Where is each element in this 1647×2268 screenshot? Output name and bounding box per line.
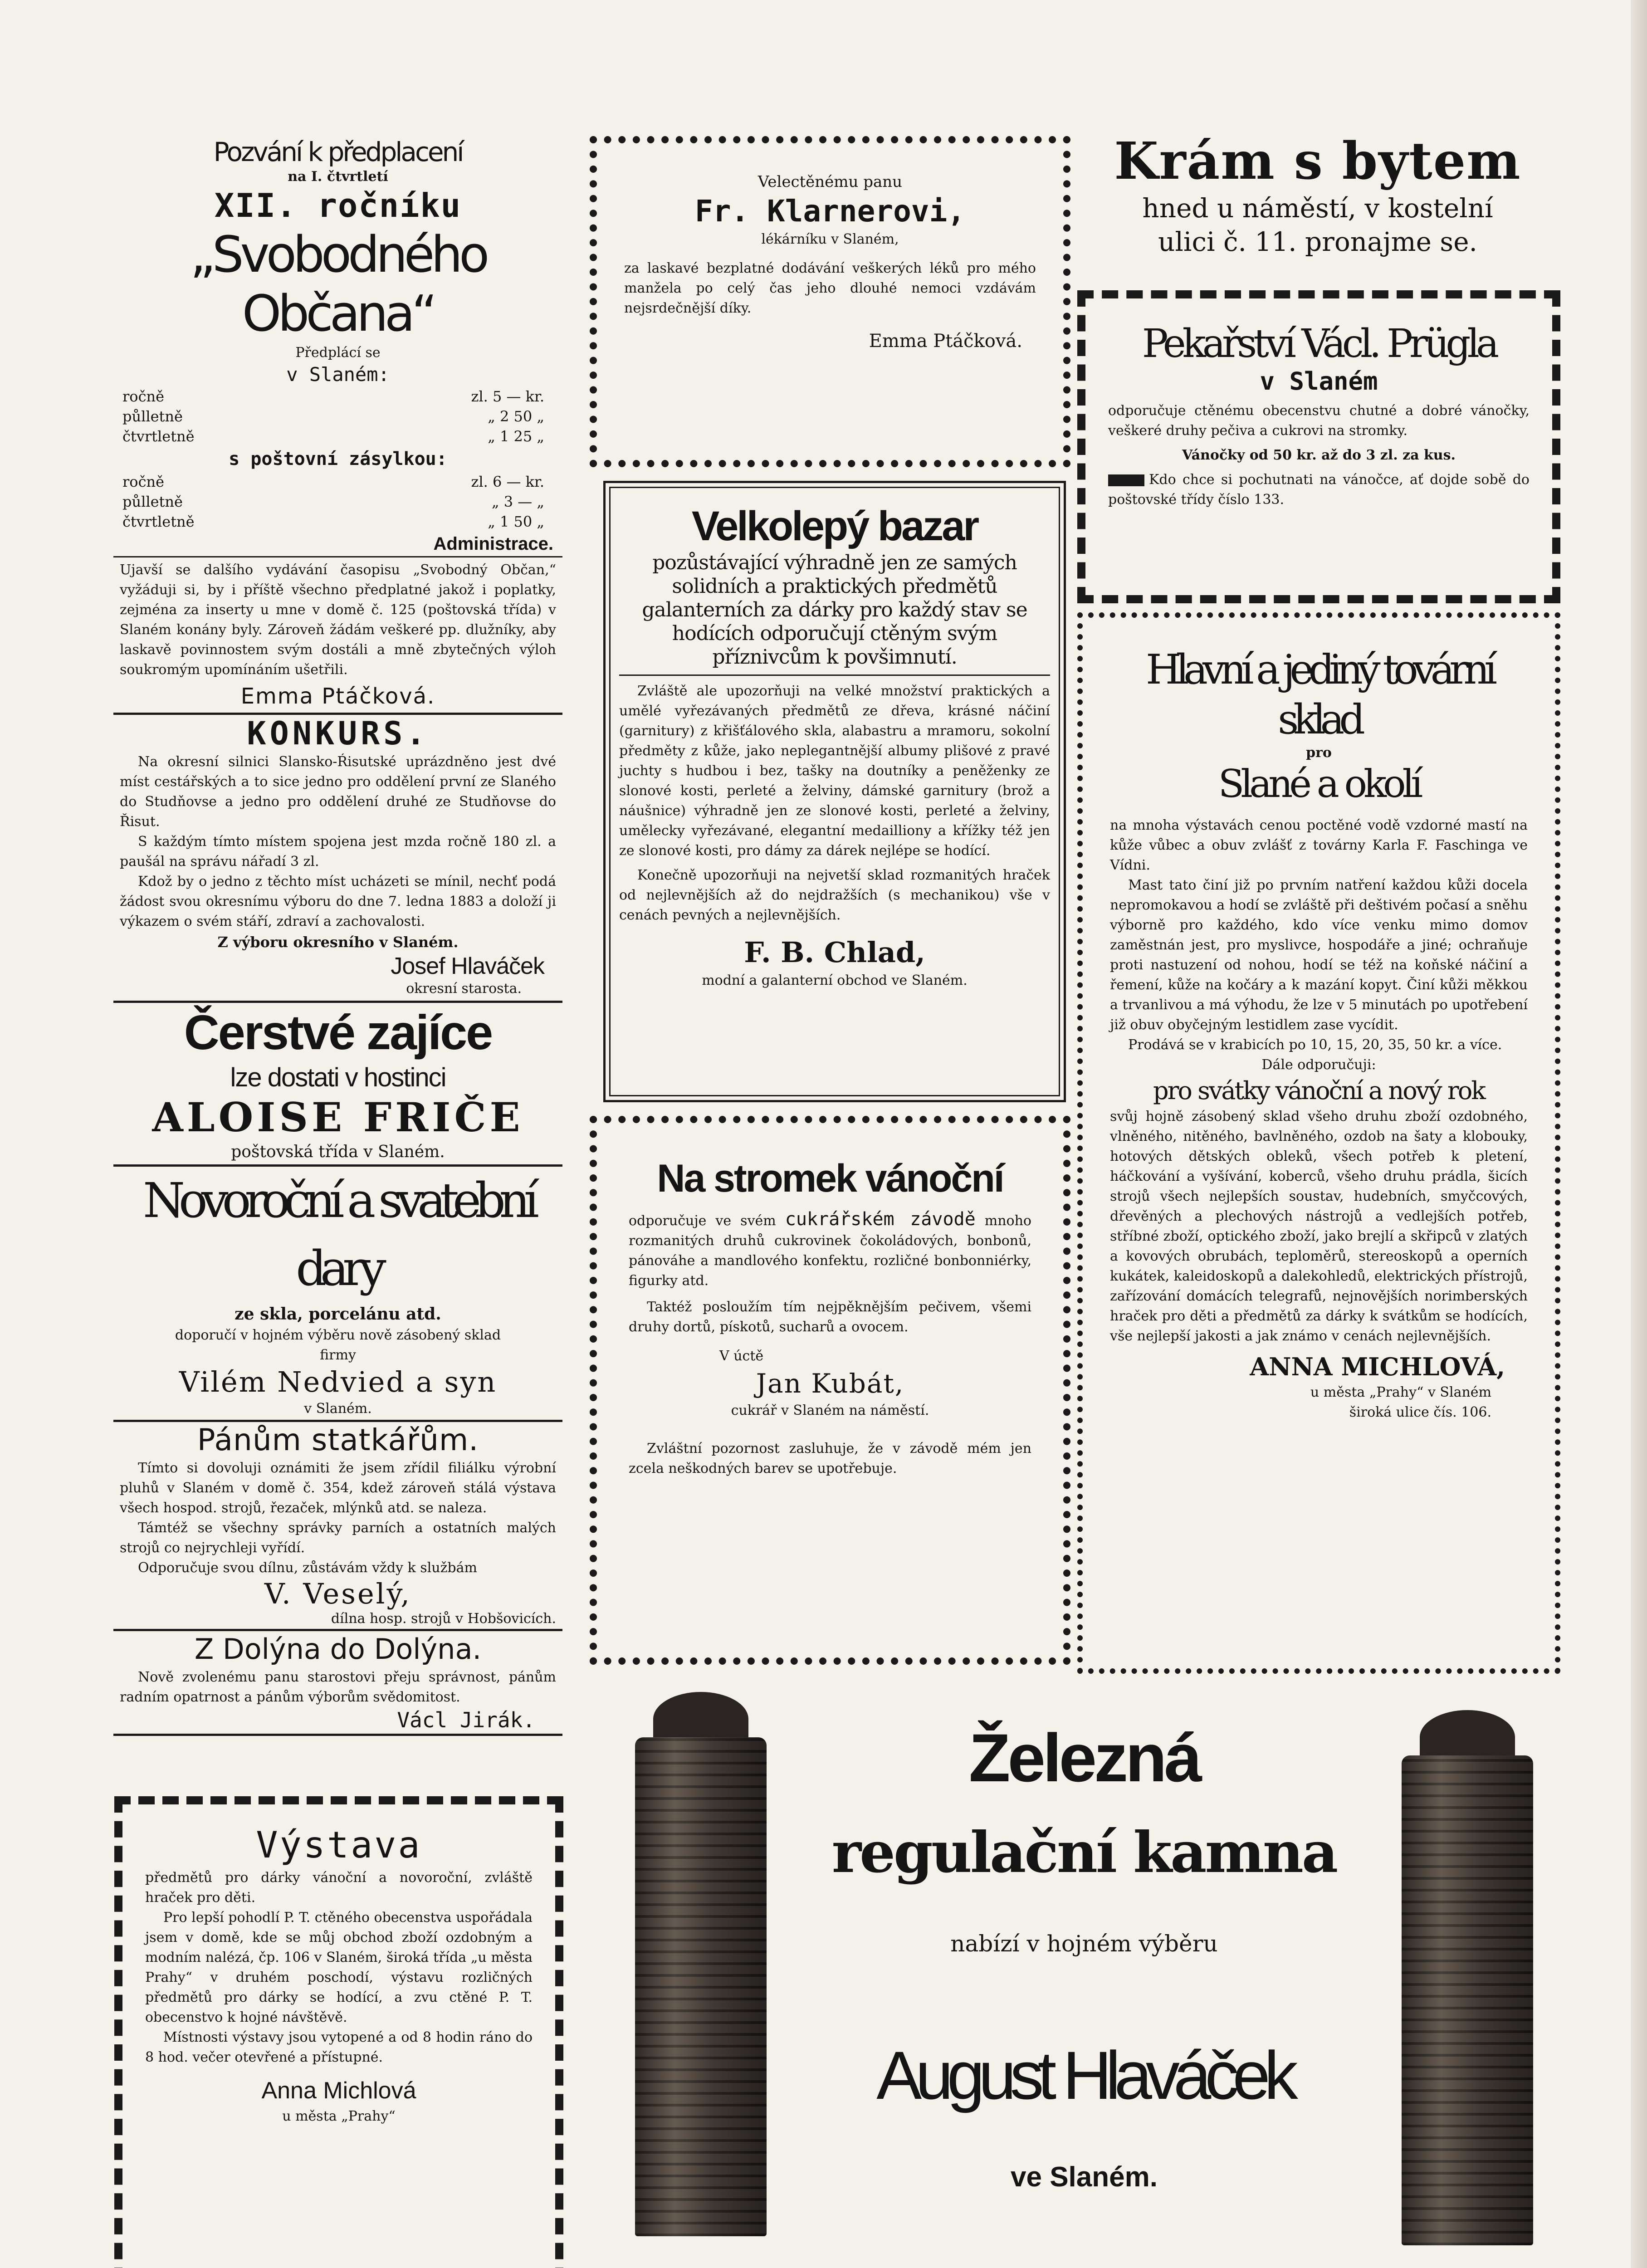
bakery-prices: Vánočky od 50 kr. až do 3 zl. za kus. xyxy=(1182,447,1456,463)
volume-title: XII. ročníku xyxy=(214,186,462,225)
price-row: čtvrtletně „ 1 50 „ xyxy=(122,513,544,530)
bazar-lead: pozůstávající výhradně jen ze samých solidních a praktických předmětů galanterních za dárky pro každý stav se hodících odporučují ctěným svým příznivcům k povšimnutí. xyxy=(642,551,1027,669)
admin-notice: Ujavší se dalšího vydávání časopisu „Svobodný Občan,“ vyžáduji si, by i příště všechno předplatné jakož i poplatky, zejména za inserty u mne v domě č. 125 (poštovská třída) v Slaném konány byly. Zároveň žádám veškeré pp. dlužníky, aby laskavě povinnostem svým dostáli a mně zbytečných výloh soukromým upomínáním ušetřili. xyxy=(120,562,556,678)
column-3 xyxy=(1080,132,1556,259)
bakery-note: Kdo chce si pochutnati na vánočce, ať dojde sobě do poštovské třídy číslo 133. xyxy=(1108,472,1530,508)
tree-role: cukrář v Slaném na náměstí. xyxy=(731,1403,929,1418)
dolyna-name: Václ Jirák. xyxy=(397,1708,535,1732)
dolyna-title: Z Dolýna do Dolýna. xyxy=(194,1633,482,1666)
store-sub: pro svátky vánoční a nový rok xyxy=(1153,1076,1485,1105)
bakery-box xyxy=(1077,290,1560,603)
thanks-role: lékárníku v Slaném, xyxy=(761,231,899,247)
price-row: půlletně „ 3 — „ xyxy=(122,493,544,510)
thanks-text: za laskavé bezplatné dodávání veškerých léků pro mého manžela po celý čas jeho dlouhé nemoci vzdávám nejsrdečnější díky. xyxy=(624,260,1036,316)
farmers-title: Pánům statkářům. xyxy=(197,1422,479,1457)
hares-title: Čerstvé zajíce xyxy=(184,1005,492,1060)
konkurs-text: Na okresní silnici Slansko-Ŕisutské uprázdněno jest dvé míst cestářských a to sice jedno pro oddělení první ze Slaného do Studňovse a jedno pro oddělení druhé ze Studňovse do Řisut. xyxy=(120,754,556,830)
hand-pointer-icon xyxy=(1108,474,1144,486)
bakery-place: v Slaném xyxy=(1260,367,1378,396)
signature: Emma Ptáčková. xyxy=(240,684,435,709)
thanks-name: Fr. Klarnerovi, xyxy=(694,194,966,229)
price-row: ročně zl. 6 — kr. xyxy=(122,473,544,490)
vystava-text: Pro lepší pohodlí P. T. ctěného obecenstva uspořádala jsem v domě, kde se můj obchod zboží ozdobným a modním nalézá, čp. 106 v Slaném, široká třída „u města Prahy“ v druhém poschodí, výstavu rozličných předmětů pro dárky se hodící, a zvu ctěné P. T. obecenstvo k hojné návštěvě. xyxy=(145,1910,533,2025)
shop-line: ulici č. 11. pronajme se. xyxy=(1158,226,1477,257)
store-text: Dále odporučuji: xyxy=(1261,1057,1376,1073)
store-text: Prodává se v krabicích po 10, 15, 20, 35, 50 kr. a více. xyxy=(1128,1037,1502,1053)
post-label: s poštovní zásylkou: xyxy=(229,449,447,469)
paper-title: „Svobodného Občana“ xyxy=(190,225,486,342)
bakery-text: odporučuje ctěnému obecenstvu chutné a dobré vánočky, veškeré druhy pečiva a cukrovi na stromky. xyxy=(1108,403,1530,439)
page-edge xyxy=(1631,0,1647,2268)
store-box xyxy=(1077,612,1560,1674)
farmers-role: dílna hosp. strojů v Hobšovicích. xyxy=(331,1611,556,1627)
farmers-text: Odporučuje svou dílnu, zůstávám vždy k službám xyxy=(138,1560,477,1576)
konkurs-role: okresní starosta. xyxy=(406,981,522,997)
subscription-notice xyxy=(113,136,562,710)
prepay-label: Předplácí se xyxy=(295,345,381,361)
hares-ad xyxy=(113,1003,562,1163)
stoves-line: nabízí v hojném výběru xyxy=(950,1931,1218,1957)
thanks-signature: Emma Ptáčková. xyxy=(869,331,1022,352)
bazar-text: Zvláště ale upozorňuji na velké množství praktických a umělé vyřezávaných předmětů ze dřeva, krásné náčiní (garnitury) z křišťálového skla, alabastru a mramoru, sokolní předměty z kůže, jako neplegantnější albumy plišové z pravé juchty s hudbou i bez, tašky na doutníky a peněženky ze slonové kosti, perleté a želviny, dámské garnitury (brož a náušnice) výhradně jen ze slonové kosti, perleté a želviny, umělecky vyřezávané, elegantní medailliony a křížky též jen ze slonové kosti, pro dámy za dárek nejlépe se hodící. xyxy=(619,683,1050,859)
vystava-box xyxy=(114,1796,563,2268)
vystava-place: u města „Prahy“ xyxy=(282,2108,396,2124)
farmers-name: V. Veselý, xyxy=(264,1577,411,1610)
tree-text: Zvláštní pozornost zasluhuje, že v závodě mém jen zcela neškodných barev se upotřebuje. xyxy=(629,1441,1031,1476)
dolyna-text: Nově zvolenému panu starostovi přeju správnost, pánům radním opatrnost a pánům výborům svědomitost. xyxy=(120,1669,556,1705)
gifts-place: v Slaném. xyxy=(304,1401,372,1417)
gifts-title: Novoroční a svatební dary xyxy=(143,1173,533,1296)
hares-address: poštovská třída v Slaném. xyxy=(231,1143,445,1161)
stoves-ad xyxy=(603,1683,1560,2259)
store-title: Hlavní a jediný tovární sklad xyxy=(1146,646,1492,743)
farmers-text: Tímto si dovoluji oznámiti že jsem zřídil filiálku výrobní pluhů v Slaném v domě č. 354, kdež zároveň stálá výstava všech hospod. strojů, řezaček, mlýnků atd. se naleza. xyxy=(120,1460,556,1516)
store-name: ANNA MICHLOVÁ, xyxy=(1250,1352,1505,1381)
vystava-name: Anna Michlová xyxy=(261,2077,416,2104)
gifts-ad xyxy=(113,1167,562,1419)
thanks-box xyxy=(590,136,1070,467)
konkurs-notice xyxy=(113,715,562,998)
bazar-title: Velkolepý bazar xyxy=(691,503,978,549)
bazar-text: Konečně upozorňuji na nejvetší sklad rozmanitých hraček od nejlevnějších až do nejdražších (s mechanikou) vše v cenách pevných a nejlevnějších. xyxy=(619,867,1050,923)
gifts-line: doporučí v hojném výběru nově zásobený sklad xyxy=(175,1327,501,1343)
store-pro: pro xyxy=(1306,745,1332,761)
hares-line: lze dostati v hostinci xyxy=(230,1063,446,1092)
konkurs-name: Josef Hlaváček xyxy=(391,953,544,979)
tree-box xyxy=(590,1116,1070,1665)
price-row: ročně zl. 5 — kr. xyxy=(122,388,544,405)
konkurs-from: Z výboru okresního v Slaném. xyxy=(217,934,459,951)
thanks-salute: Velectěnému panu xyxy=(758,173,903,191)
price-row: půlletně „ 2 50 „ xyxy=(122,408,544,425)
vystava-title: Výstava xyxy=(256,1824,422,1866)
tree-title: Na stromek vánoční xyxy=(657,1157,1003,1200)
tree-shop: cukrářském závodě xyxy=(785,1209,976,1230)
hares-name: ALOISE FRIČE xyxy=(152,1094,524,1141)
stoves-name: August Hlaváček xyxy=(876,2037,1292,2113)
konkurs-title: KONKURS. xyxy=(247,715,429,752)
store-area: Slané a okolí xyxy=(1218,762,1420,806)
admin-label: Administrace. xyxy=(433,534,553,554)
place-label: v Slaném: xyxy=(286,363,390,386)
column-1 xyxy=(113,136,562,1736)
store-place: u města „Prahy“ v Slaném xyxy=(1310,1384,1491,1400)
store-text: Mast tato činí již po prvním natření každou kůži docela nepromokavou a hodí se zvláště při deštivém počasí a sněhu výborně pro každého, kdo více venku mimo domov zaměstnán jest, pro myslivce, hospodáře a jiné; ochraňuje proti nastuzení od nohou, hodí se též na koňské náčiní a řemení, kůže na kočáry a k mazání kopyt. Činí kůži měkkou a trvanlivou a má výhodu, že lze v 5 minutách po upotřebení již obuv obyčejným lestidlem zase vycídit. xyxy=(1110,877,1528,1033)
dolyna-ad xyxy=(113,1631,562,1733)
stove-left-image xyxy=(635,1737,767,2236)
stoves-place: ve Slaném. xyxy=(1011,2161,1158,2193)
price-row: čtvrtletně „ 1 25 „ xyxy=(122,428,544,445)
gifts-line: ze skla, porcelánu atd. xyxy=(235,1305,441,1324)
shop-title: Krám s bytem xyxy=(1114,132,1521,191)
bazar-name: F. B. Chlad, xyxy=(744,936,925,969)
tree-name: Jan Kubát, xyxy=(756,1368,904,1399)
shop-line: hned u náměstí, v kostelní xyxy=(1142,193,1493,224)
tree-respect: V úctě xyxy=(719,1348,764,1364)
vystava-text: předmětů pro dárky vánoční a novoroční, zvláště hraček pro děti. xyxy=(145,1870,533,1906)
store-text: na mnoha výstavách cenou poctěné vodě vzdorné mastí na kůže vůbec a obuv zvlášť z továrny Karla F. Faschinga ve Vídni. xyxy=(1110,817,1528,873)
stoves-title: Železná xyxy=(968,1720,1200,1796)
store-text: svůj hojně zásobený sklad všeho druhu zboží ozdobného, vlněného, nitěného, bavlněného, ozdob na šaty a klobouky, hotových dětských obleků, všech potřeb k pletení, háčkování a vyšívání, koberců, všeho druhu prádla, šicích strojů všech nejlepších soustav, hudebních, smyčcových, dřevěných a plechových nástrojů a vedlejších potřeb, stříbné zboží, optického zboží, jako brejlí a skřipců v zlatých a kovových obrubách, teploměrů, stereoskopů a operních kukátek, kaleidoskopů a dalekohledů, elektrických přístrojů, zařízování domácích telegrafů, nejnovějších norimberských hraček pro děti a předmětů za dárky k svátkům se hodících, vše nejlepší jakosti a jak známo v cenách nejlevnějších. xyxy=(1110,1109,1528,1344)
vystava-text: Místnosti výstavy jsou vytopené a od 8 hodin ráno do 8 hod. večer otevřené a přístupné. xyxy=(145,2029,533,2065)
gifts-name: Vilém Nedvied a syn xyxy=(179,1365,497,1398)
konkurs-text: Kdož by o jedno z těchto míst ucházeti se mínil, nechť podá žádost svou okresnímu výboru do dne 7. ledna 1883 a doloží ji výkazem o svém stáří, zdraví a zachovalosti. xyxy=(120,874,556,929)
store-street: široká ulice čís. 106. xyxy=(1349,1404,1491,1420)
bazar-role: modní a galanterní obchod ve Slaném. xyxy=(702,973,968,988)
konkurs-text: S každým tímto místem spojena jest mzda ročně 180 zl. a paušál na správu nářadí 3 zl. xyxy=(120,834,556,870)
subscribe-quarter: na I. čtvrtletí xyxy=(288,169,388,185)
stove-right-image xyxy=(1402,1755,1533,2245)
farmers-ad xyxy=(113,1422,562,1628)
tree-text: odporučuje ve svém cukrářském závodě mnoho rozmanitých druhů cukrovinek čokoládových, bonbonů, pánováhe a mandlového konfektu, rozličné bonbonniérky, figurky atd. xyxy=(629,1209,1031,1289)
farmers-text: Támtéž se všechny správky parních a ostatních malých strojů co nejrychleji vyřídí. xyxy=(120,1520,556,1556)
stoves-subtitle: regulační kamna xyxy=(831,1820,1337,1886)
tree-text: Taktéž posloužím tím nejpěknějším pečivem, všemi druhy dortů, pískotů, sucharů a ovocem. xyxy=(629,1299,1031,1335)
bazar-box xyxy=(603,481,1066,1102)
bakery-title: Pekařství Václ. Prügla xyxy=(1142,321,1496,367)
subscribe-heading: Pozvání k předplacení xyxy=(213,137,463,167)
gifts-firm: firmy xyxy=(320,1347,356,1363)
